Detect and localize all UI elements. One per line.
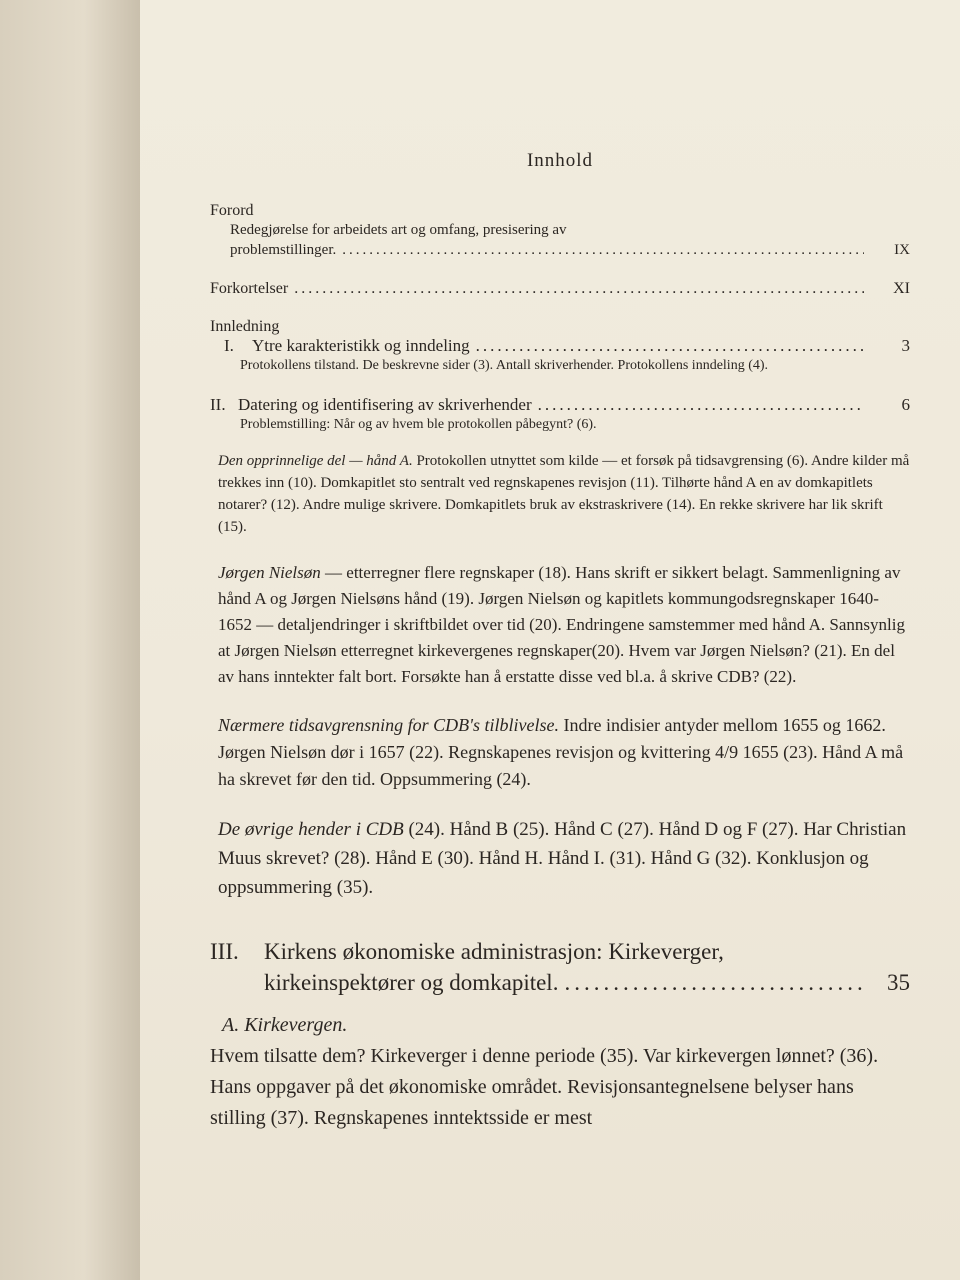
chapter1-num: I. bbox=[224, 336, 234, 355]
chapter2-row bbox=[210, 395, 910, 415]
forord-page: IX bbox=[894, 242, 910, 258]
chapter1-title: Ytre karakteristikk og inndeling bbox=[252, 336, 470, 355]
toc-chapter-3 bbox=[210, 936, 910, 1134]
leader-dots bbox=[476, 336, 864, 356]
chapter3-sub-label: A. Kirkevergen. bbox=[222, 1014, 348, 1036]
forord-row bbox=[230, 240, 910, 260]
chapter2-para-dating bbox=[218, 712, 910, 793]
chapter3-page: 35 bbox=[887, 970, 910, 995]
chapter2-num: II. bbox=[210, 395, 226, 414]
table-of-contents bbox=[210, 150, 910, 1134]
facing-page-edge bbox=[0, 0, 142, 1280]
forkortelser-page: XI bbox=[893, 280, 910, 297]
leader-dots bbox=[538, 395, 864, 415]
para-text: — etterregner flere regnskaper (18). Hans skrift er sikkert belagt. Sammenligning av hånd A og Jørgen Nielsøns hånd (19). Jørgen Nielsøn og kapitlets kommungodsregnskaper 1640-1652 — detaljendringer i skriftbildet over tid (20). Endringene samstemmer med hånd A. Sannsynlig at Jørgen Nielsøn etterregnet kirkevergenes regnskaper(20). Hvem var Jørgen Nielsøn? (21). En del av hans inntekter falt bort. Forsøkte han å erstatte disse ved bl.a. å skrive CDB? (22). bbox=[218, 563, 905, 686]
toc-forkortelser bbox=[210, 280, 910, 298]
chapter2-para-other-hands bbox=[218, 815, 910, 902]
leader-dots bbox=[342, 240, 864, 260]
forord-heading: Forord bbox=[210, 202, 254, 219]
chapter3-section-a bbox=[210, 1010, 910, 1134]
para-text: Protokollen utnyttet som kilde — et forsøk på tidsavgrensing (6). Andre kilder må trekkes inn (10). Domkapitlet sto sentralt ved regnskapenes revisjon (11). Tilhørte hånd A en av domkapitlets notarer? (12). Andre mulige skrivere. Domkapitlets bruk av ekstraskrivere (14). En rekke skrivere har lik skrift (15). bbox=[218, 453, 910, 535]
forord-desc bbox=[210, 220, 910, 260]
chapter2-desc: Problemstilling: Når og av hvem ble protokollen påbegynt? (6). bbox=[240, 417, 597, 432]
chapter3-sub-text: Hvem tilsatte dem? Kirkeverger i denne periode (35). Var kirkevergen lønnet? (36). Hans oppgaver på det økonomiske området. Revisjonsantegnelsene belyser hans stilling (37). Regnskapenes inntektsside er mest bbox=[210, 1045, 879, 1129]
forkortelser-row bbox=[210, 280, 910, 298]
para-text: Indre indisier antyder mellom 1655 og 1662. Jørgen Nielsøn dør i 1657 (22). Regnskapenes revisjon og kvittering 4/9 1655 (23). Hånd A må ha skrevet før den tid. Oppsummering (24). bbox=[218, 715, 904, 789]
chapter2-para-hand-a bbox=[218, 450, 910, 538]
toc-forord bbox=[210, 202, 910, 260]
chapter3-title-line2: kirkeinspektører og domkapitel. bbox=[264, 970, 559, 995]
leader-dots bbox=[294, 280, 864, 298]
toc-chapter-2 bbox=[210, 395, 910, 902]
innledning-heading: Innledning bbox=[210, 318, 280, 335]
chapter3-row bbox=[210, 967, 910, 998]
chapter3-title-line1: Kirkens økonomiske administrasjon: Kirkeverger, bbox=[264, 939, 724, 964]
leader-dots bbox=[564, 967, 864, 998]
para-lead: De øvrige hender i CDB bbox=[218, 819, 404, 840]
chapter2-para-nielson bbox=[218, 560, 910, 690]
chapter2-title: Datering og identifisering av skriverhender bbox=[238, 395, 532, 414]
chapter3-num: III. bbox=[210, 939, 239, 964]
forkortelser-label: Forkortelser bbox=[210, 280, 289, 297]
chapter3-line1-row bbox=[210, 936, 910, 967]
para-lead: Nærmere tidsavgrensning for CDB's tilblivelse. bbox=[218, 715, 559, 735]
para-text: (24). Hånd B (25). Hånd C (27). Hånd D og F (27). Har Christian Muus skrevet? (28). Hånd E (30). Hånd H. Hånd I. (31). Hånd G (32). Konklusjon og oppsummering (35). bbox=[218, 819, 907, 898]
para-lead: Den opprinnelige del — hånd A. bbox=[218, 453, 413, 469]
chapter2-page: 6 bbox=[901, 395, 910, 414]
forord-line1: Redegjørelse for arbeidets art og omfang, presisering av bbox=[230, 222, 567, 238]
forord-line2: problemstillinger. bbox=[230, 242, 337, 258]
para-lead: Jørgen Nielsøn bbox=[218, 563, 321, 582]
toc-chapter-1 bbox=[210, 336, 910, 375]
book-page bbox=[140, 0, 960, 1280]
chapter1-page: 3 bbox=[901, 336, 910, 355]
page-title: Innhold bbox=[526, 150, 594, 171]
chapter1-row bbox=[210, 336, 910, 356]
chapter1-desc: Protokollens tilstand. De beskrevne sider (3). Antall skriverhender. Protokollens inndeling (4). bbox=[240, 358, 769, 373]
